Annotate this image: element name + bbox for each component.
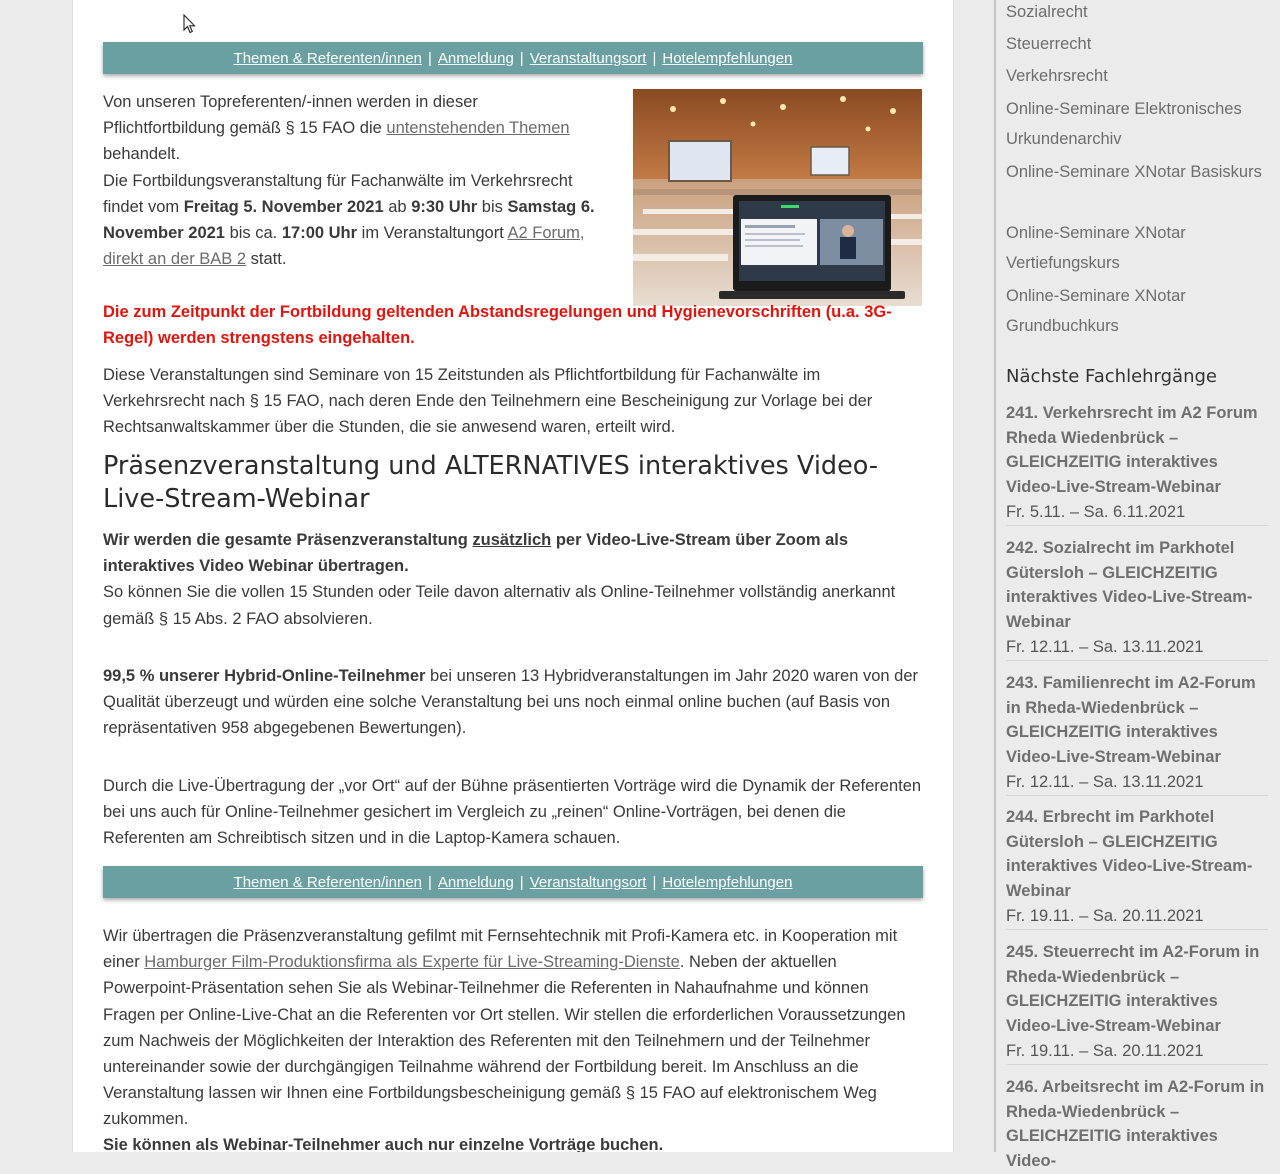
mouse-pointer-icon — [183, 14, 197, 34]
section-nav-bottom — [103, 866, 923, 898]
event-title[interactable]: 246. Arbeitsrecht im A2-Forum in Rheda-Wiedenbrück – GLEICHZEITIG interaktives Video- — [1006, 1078, 1265, 1171]
event-start-date: Freitag 5. November 2021 — [183, 197, 384, 216]
nav-link-veranstaltungsort[interactable]: Veranstaltungsort — [529, 50, 647, 67]
event-title[interactable]: 242. Sozialrecht im Parkhotel Gütersloh – GLEICHZEITIG interaktives Video-Live-Stream-Webinar — [1006, 539, 1253, 632]
nav-separator: | — [519, 50, 524, 67]
stats-text: bei unseren 13 Hybridveranstaltungen im Jahr 2020 waren von der Qualität überzeugt und würden eine solche Veranstaltung bei uns noch einmal online buchen (auf Basis von repräsentativen 958 abgegebenen Bewertungen). — [103, 667, 918, 738]
event-date: Fr. 19.11. – Sa. 20.11.2021 — [1006, 1041, 1204, 1060]
intro-text — [103, 89, 603, 272]
hybrid-info — [103, 527, 923, 632]
nav-link-veranstaltungsort[interactable]: Veranstaltungsort — [529, 874, 647, 891]
intro-paragraph — [103, 89, 603, 272]
sidebar — [994, 0, 1280, 1171]
event-item-245[interactable] — [1006, 940, 1268, 1065]
nav-separator: | — [652, 874, 657, 891]
event-end-time: 17:00 Uhr — [281, 224, 358, 243]
section-nav-top — [103, 42, 923, 74]
event-item-246[interactable] — [1006, 1075, 1268, 1171]
stats-paragraph — [103, 663, 923, 742]
event-date: Fr. 12.11. – Sa. 13.11.2021 — [1006, 772, 1204, 791]
hybrid-text-underlined: zusätzlich — [472, 531, 552, 549]
event-item-242[interactable] — [1006, 536, 1268, 661]
event-item-244[interactable] — [1006, 805, 1268, 930]
event-start-time: 9:30 Uhr — [411, 197, 478, 216]
nav-link-themen[interactable]: Themen & Referenten/innen — [233, 874, 422, 891]
nav-separator: | — [428, 874, 432, 891]
tech-text-part: Wir übertragen die Präsenzveranstaltung gefilmt mit Fernsehtechnik mit Profi-Kamera etc. in Kooperation mit einer — [103, 927, 898, 972]
tech-paragraph — [103, 923, 923, 1133]
intro-text-part: Die Fortbildungsveranstaltung für Fachanwälte im Verkehrsrecht findet vom — [103, 171, 573, 216]
link-film-company[interactable]: Hamburger Film-Produktionsfirma als Experte für Live-Streaming-Dienste — [144, 953, 680, 972]
sidebar-link-xnotar-vertiefung[interactable]: Online-Seminare XNotar Vertiefungskurs — [1006, 224, 1186, 272]
hybrid-text-part: Wir werden die gesamte Präsenzveranstaltung — [103, 531, 473, 549]
sidebar-link-urkundenarchiv[interactable]: Online-Seminare Elektronisches Urkundenarchiv — [1006, 100, 1242, 148]
nav-link-themen[interactable]: Themen & Referenten/innen — [233, 50, 422, 67]
event-end-date: Samstag 6. November 2021 — [103, 197, 595, 243]
sidebar-link-verkehrsrecht[interactable]: Verkehrsrecht — [1006, 67, 1108, 85]
section-heading-wrap — [103, 450, 913, 516]
intro-text-part: Von unseren Topreferenten/-innen werden in dieser Pflichtfortbildung gemäß § 15 FAO die — [103, 93, 478, 138]
nav-link-anmeldung[interactable]: Anmeldung — [437, 874, 514, 891]
single-talk-text: Sie können als Webinar-Teilnehmer auch nur einzelne Vorträge buchen. — [103, 1136, 664, 1152]
nav-link-hotelempfehlungen[interactable]: Hotelempfehlungen — [662, 874, 793, 891]
conference-photo-illustration — [633, 89, 922, 306]
single-talk-note — [103, 1132, 923, 1152]
tech-text-part: . Neben der aktuellen Powerpoint-Präsentation sehen Sie als Webinar-Teilnehmer die Referenten in Nahaufnahme und können Fragen per Online-Live-Chat an die Referenten vor Ort stellen. Wir stellen die erforderlichen Voraussetzungen zum Nachweis der Möglichkeiten der Interaktion des Referenten mit den Teilnehmern und der Teilnehmer untereinander sowie der durchgängigen Teilnahme während der Fortbildung bereit. Im Anschluss an die Veranstaltung lassen wir Ihnen eine Fortbildungsbescheinigung gemäß § 15 FAO auf elektronischem Weg zukommen. — [103, 953, 906, 1129]
sidebar-link-xnotar-basis[interactable]: Online-Seminare XNotar Basiskurs — [1006, 163, 1262, 181]
event-title[interactable]: 243. Familienrecht im A2-Forum in Rheda-Wiedenbrück – GLEICHZEITIG interaktives Video-Live-Stream-Webinar — [1006, 674, 1256, 767]
nav-link-hotelempfehlungen[interactable]: Hotelempfehlungen — [662, 50, 793, 67]
nav-link-anmeldung[interactable]: Anmeldung — [437, 50, 514, 67]
online-paragraph: So können Sie die vollen 15 Stunden oder Teile davon alternativ als Online-Teilnehmer vollständig anerkannt gemäß § 15 Abs. 2 FAO absolvieren. — [103, 583, 896, 628]
nav-separator: | — [652, 50, 657, 67]
hygiene-notice: Die zum Zeitpunkt der Fortbildung geltenden Abstandsregelungen und Hygienevorschriften (u.a. 3G-Regel) werden strengstens eingehalten. — [103, 303, 892, 348]
intro-text-part: behandelt. — [103, 145, 181, 164]
seminar-description: Diese Veranstaltungen sind Seminare von 15 Zeitstunden als Pflichtfortbildung für Fachanwälte im Verkehrsrecht nach § 15 FAO, nach deren Ende den Teilnehmern eine Bescheinigung zur Vorlage bei der Rechtsanwaltskammer über die Stunden, die sie anwesend waren, erteilt wird. — [103, 366, 873, 437]
event-item-241[interactable] — [1006, 401, 1268, 526]
sidebar-heading: Nächste Fachlehrgänge — [1006, 366, 1217, 387]
hybrid-text-part: per Video-Live-Stream über Zoom als interaktives Video Webinar übertragen. — [103, 531, 849, 576]
hybrid-bold-paragraph — [103, 527, 923, 579]
intro-text-part: im Veranstaltungort — [357, 224, 508, 243]
sidebar-link-steuerrecht[interactable]: Steuerrecht — [1006, 35, 1092, 53]
event-item-243[interactable] — [1006, 671, 1268, 796]
section-title: Präsenzveranstaltung und ALTERNATIVES interaktives Video-Live-Stream-Webinar — [103, 451, 879, 514]
event-date: Fr. 12.11. – Sa. 13.11.2021 — [1006, 637, 1204, 656]
event-date: Fr. 5.11. – Sa. 6.11.2021 — [1006, 502, 1186, 521]
intro-text-part: bis ca. — [225, 224, 282, 243]
intro-text-part: bis — [477, 197, 508, 216]
event-title[interactable]: 241. Verkehrsrecht im A2 Forum Rheda Wiedenbrück – GLEICHZEITIG interaktives Video-Live-Stream-Webinar — [1006, 404, 1258, 497]
nav-separator: | — [428, 50, 432, 67]
sidebar-link-xnotar-grundbuch[interactable]: Online-Seminare XNotar Grundbuchkurs — [1006, 287, 1186, 335]
event-title[interactable]: 244. Erbrecht im Parkhotel Gütersloh – GLEICHZEITIG interaktives Video-Live-Stream-Webinar — [1006, 808, 1253, 901]
stats-highlight: 99,5 % unserer Hybrid-Online-Teilnehmer — [103, 667, 426, 685]
sidebar-link-sozialrecht[interactable]: Sozialrecht — [1006, 3, 1088, 21]
link-venue[interactable]: A2 Forum, direkt an der BAB 2 — [103, 224, 585, 269]
event-date: Fr. 19.11. – Sa. 20.11.2021 — [1006, 906, 1204, 925]
event-title[interactable]: 245. Steuerrecht im A2-Forum in Rheda-Wiedenbrück – GLEICHZEITIG interaktives Video-Live-Stream-Webinar — [1006, 943, 1260, 1036]
intro-text-part: statt. — [246, 250, 287, 269]
live-paragraph: Durch die Live-Übertragung der „vor Ort“ auf der Bühne präsentierten Vorträge wird die Dynamik der Referenten bei uns auch für Online-Teilnehmer gesichert im Vergleich zu „reinen“ Online-Vorträgen, bei denen die Referenten am Schreibtisch sitzen und in die Laptop-Kamera schauen. — [103, 777, 922, 848]
main-content — [72, 0, 954, 1152]
link-themen[interactable]: untenstehenden Themen — [386, 119, 570, 138]
nav-separator: | — [519, 874, 524, 891]
intro-text-part: ab — [383, 197, 412, 216]
event-hall-photo — [633, 89, 922, 306]
